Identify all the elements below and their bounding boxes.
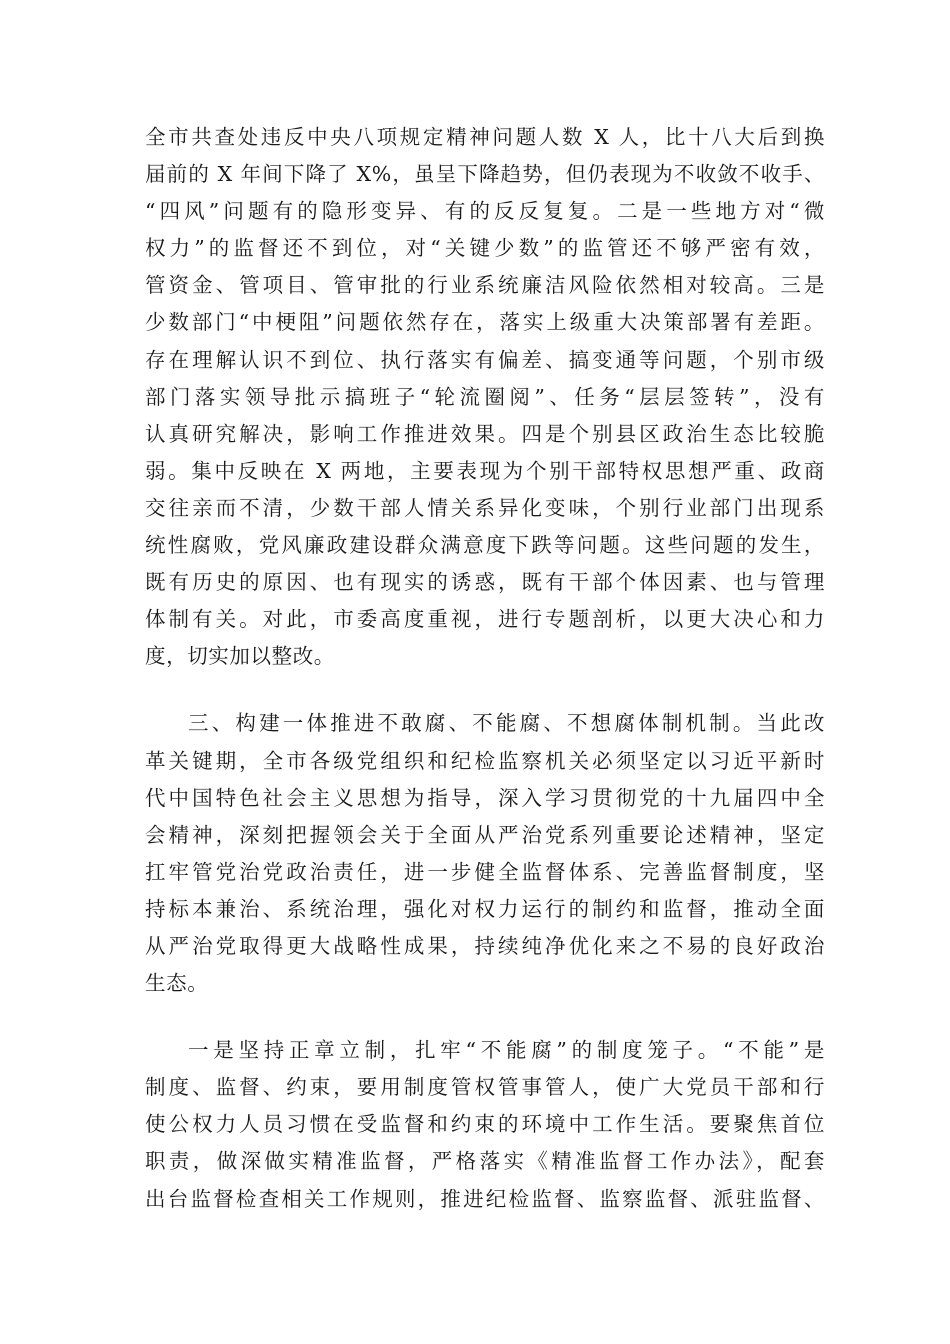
text-line: 统性腐败，党风廉政建设群众满意度下跌等问题。这些问题的发生， — [145, 533, 825, 558]
text-line: 届前的 X 年间下降了 X%，虽呈下降趋势，但仍表现为不收敛不收手、 — [145, 162, 825, 187]
paragraph-spacing — [145, 1002, 825, 1032]
text-line: 全市共查处违反中央八项规定精神问题人数 X 人，比十八大后到换 — [145, 125, 825, 149]
text-line: 扛牢管党治党政治责任，进一步健全监督体系、完善监督制度，坚 — [145, 859, 825, 884]
paragraph-1 — [145, 119, 825, 675]
text-line: 权力”的监督还不到位，对“关键少数”的监管还不够严密有效， — [145, 236, 825, 261]
text-line: 使公权力人员习惯在受监督和约束的环境中工作生活。要聚焦首位 — [145, 1112, 825, 1137]
paragraph-2 — [145, 705, 825, 1002]
text-line: 存在理解认识不到位、执行落实有偏差、搞变通等问题，个别市级 — [145, 347, 825, 372]
text-line: 度，切实加以整改。 — [145, 644, 335, 669]
text-line: 管资金、管项目、管审批的行业系统廉洁风险依然相对较高。三是 — [145, 273, 825, 298]
text-line: 职责，做深做实精准监督，严格落实《精准监督工作办法》，配套 — [145, 1149, 825, 1174]
text-line: 会精神，深刻把握领会关于全面从严治党系列重要论述精神，坚定 — [145, 822, 825, 847]
text-line: 从严治党取得更大战略性成果，持续纯净优化来之不易的良好政治 — [145, 933, 825, 958]
text-line: 少数部门“中梗阻”问题依然存在，落实上级重大决策部署有差距。 — [145, 310, 825, 335]
text-line: 制度、监督、约束，要用制度管权管事管人，使广大党员干部和行 — [145, 1075, 825, 1100]
text-line: 一是坚持正章立制，扎牢“不能腐”的制度笼子。“不能”是 — [188, 1038, 825, 1063]
text-line: 体制有关。对此，市委高度重视，进行专题剖析，以更大决心和力 — [145, 607, 825, 632]
text-line: 持标本兼治、系统治理，强化对权力运行的制约和监督，推动全面 — [145, 896, 825, 921]
document-body — [145, 119, 825, 1218]
text-line: 出台监督检查相关工作规则，推进纪检监督、监察监督、派驻监督、 — [145, 1186, 825, 1211]
text-line: 三、构建一体推进不敢腐、不能腐、不想腐体制机制。当此改 — [188, 711, 825, 736]
text-line: 弱。集中反映在 X 两地，主要表现为个别干部特权思想严重、政商 — [145, 458, 825, 483]
text-line: 既有历史的原因、也有现实的诱惑，既有干部个体因素、也与管理 — [145, 570, 825, 595]
text-line: 生态。 — [145, 971, 209, 996]
text-line: “四风”问题有的隐形变异、有的反反复复。二是一些地方对“微 — [145, 199, 825, 224]
text-line: 交往亲而不清，少数干部人情关系异化变味，个别行业部门出现系 — [145, 495, 825, 520]
paragraph-spacing — [145, 675, 825, 705]
text-line: 部门落实领导批示搞班子“轮流圈阅”、任务“层层签转”，没有 — [145, 384, 825, 409]
text-line: 代中国特色社会主义思想为指导，深入学习贯彻党的十九届四中全 — [145, 785, 825, 810]
paragraph-3 — [145, 1032, 825, 1217]
text-line: 革关键期，全市各级党组织和纪检监察机关必须坚定以习近平新时 — [145, 748, 825, 773]
text-line: 认真研究解决，影响工作推进效果。四是个别县区政治生态比较脆 — [145, 421, 825, 446]
